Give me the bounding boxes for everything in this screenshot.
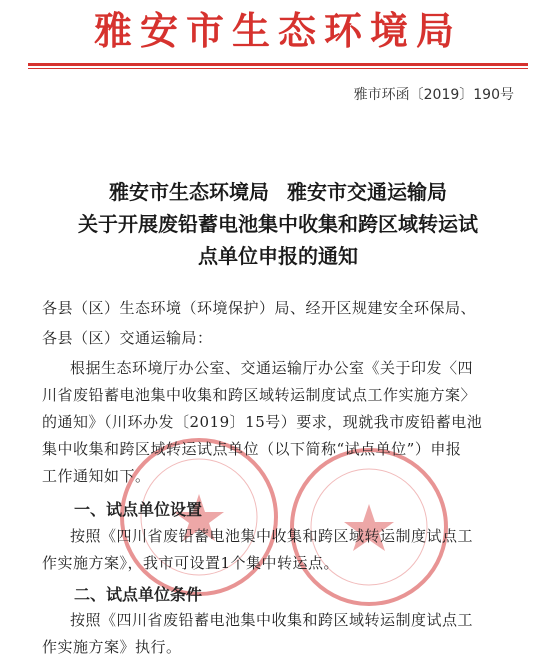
masthead-rule-thick xyxy=(28,63,528,66)
title-line-2: 关于开展废铅蓄电池集中收集和跨区域转运试 xyxy=(78,212,478,236)
document-number: 雅市环函〔2019〕190号 xyxy=(353,87,514,103)
title-org-1: 雅安市生态环境局 xyxy=(109,180,269,204)
title-org-2: 雅安市交通运输局 xyxy=(287,180,447,204)
section-heading-2: 二、试点单位条件 xyxy=(74,585,203,604)
addressee-line-2: 各县（区）交通运输局： xyxy=(42,329,213,347)
paragraph-1-line-3: 的通知》（川环办发〔2019〕15号）要求，现就我市废铅蓄电池 xyxy=(42,413,483,431)
paragraph-2-line-1: 按照《四川省废铅蓄电池集中收集和跨区域转运制度试点工 xyxy=(70,527,474,545)
paragraph-1-line-1: 根据生态环境厅办公室、交通运输厅办公室《关于印发〈四 xyxy=(70,359,474,377)
paragraph-1-line-4: 集中收集和跨区域转运试点单位（以下简称“试点单位”）申报 xyxy=(42,440,462,458)
masthead-rule-thin xyxy=(28,68,528,69)
paragraph-1-line-2: 川省废铅蓄电池集中收集和跨区域转运制度试点工作实施方案〉 xyxy=(42,386,477,404)
title-line-3: 点单位申报的通知 xyxy=(198,244,358,268)
title-line-1 xyxy=(0,176,556,208)
paragraph-3-line-2: 作实施方案》执行。 xyxy=(42,638,182,656)
paragraph-3-line-1: 按照《四川省废铅蓄电池集中收集和跨区域转运制度试点工 xyxy=(70,611,474,629)
paragraph-1-line-5: 工作通知如下。 xyxy=(42,467,151,485)
addressee-line-1: 各县（区）生态环境（环境保护）局、经开区规建安全环保局、 xyxy=(42,299,477,317)
masthead-title: 雅安市生态环境局 xyxy=(93,8,462,53)
section-heading-1: 一、试点单位设置 xyxy=(74,500,203,519)
paragraph-2-line-2: 作实施方案》，我市可设置1个集中转运点。 xyxy=(42,554,340,572)
